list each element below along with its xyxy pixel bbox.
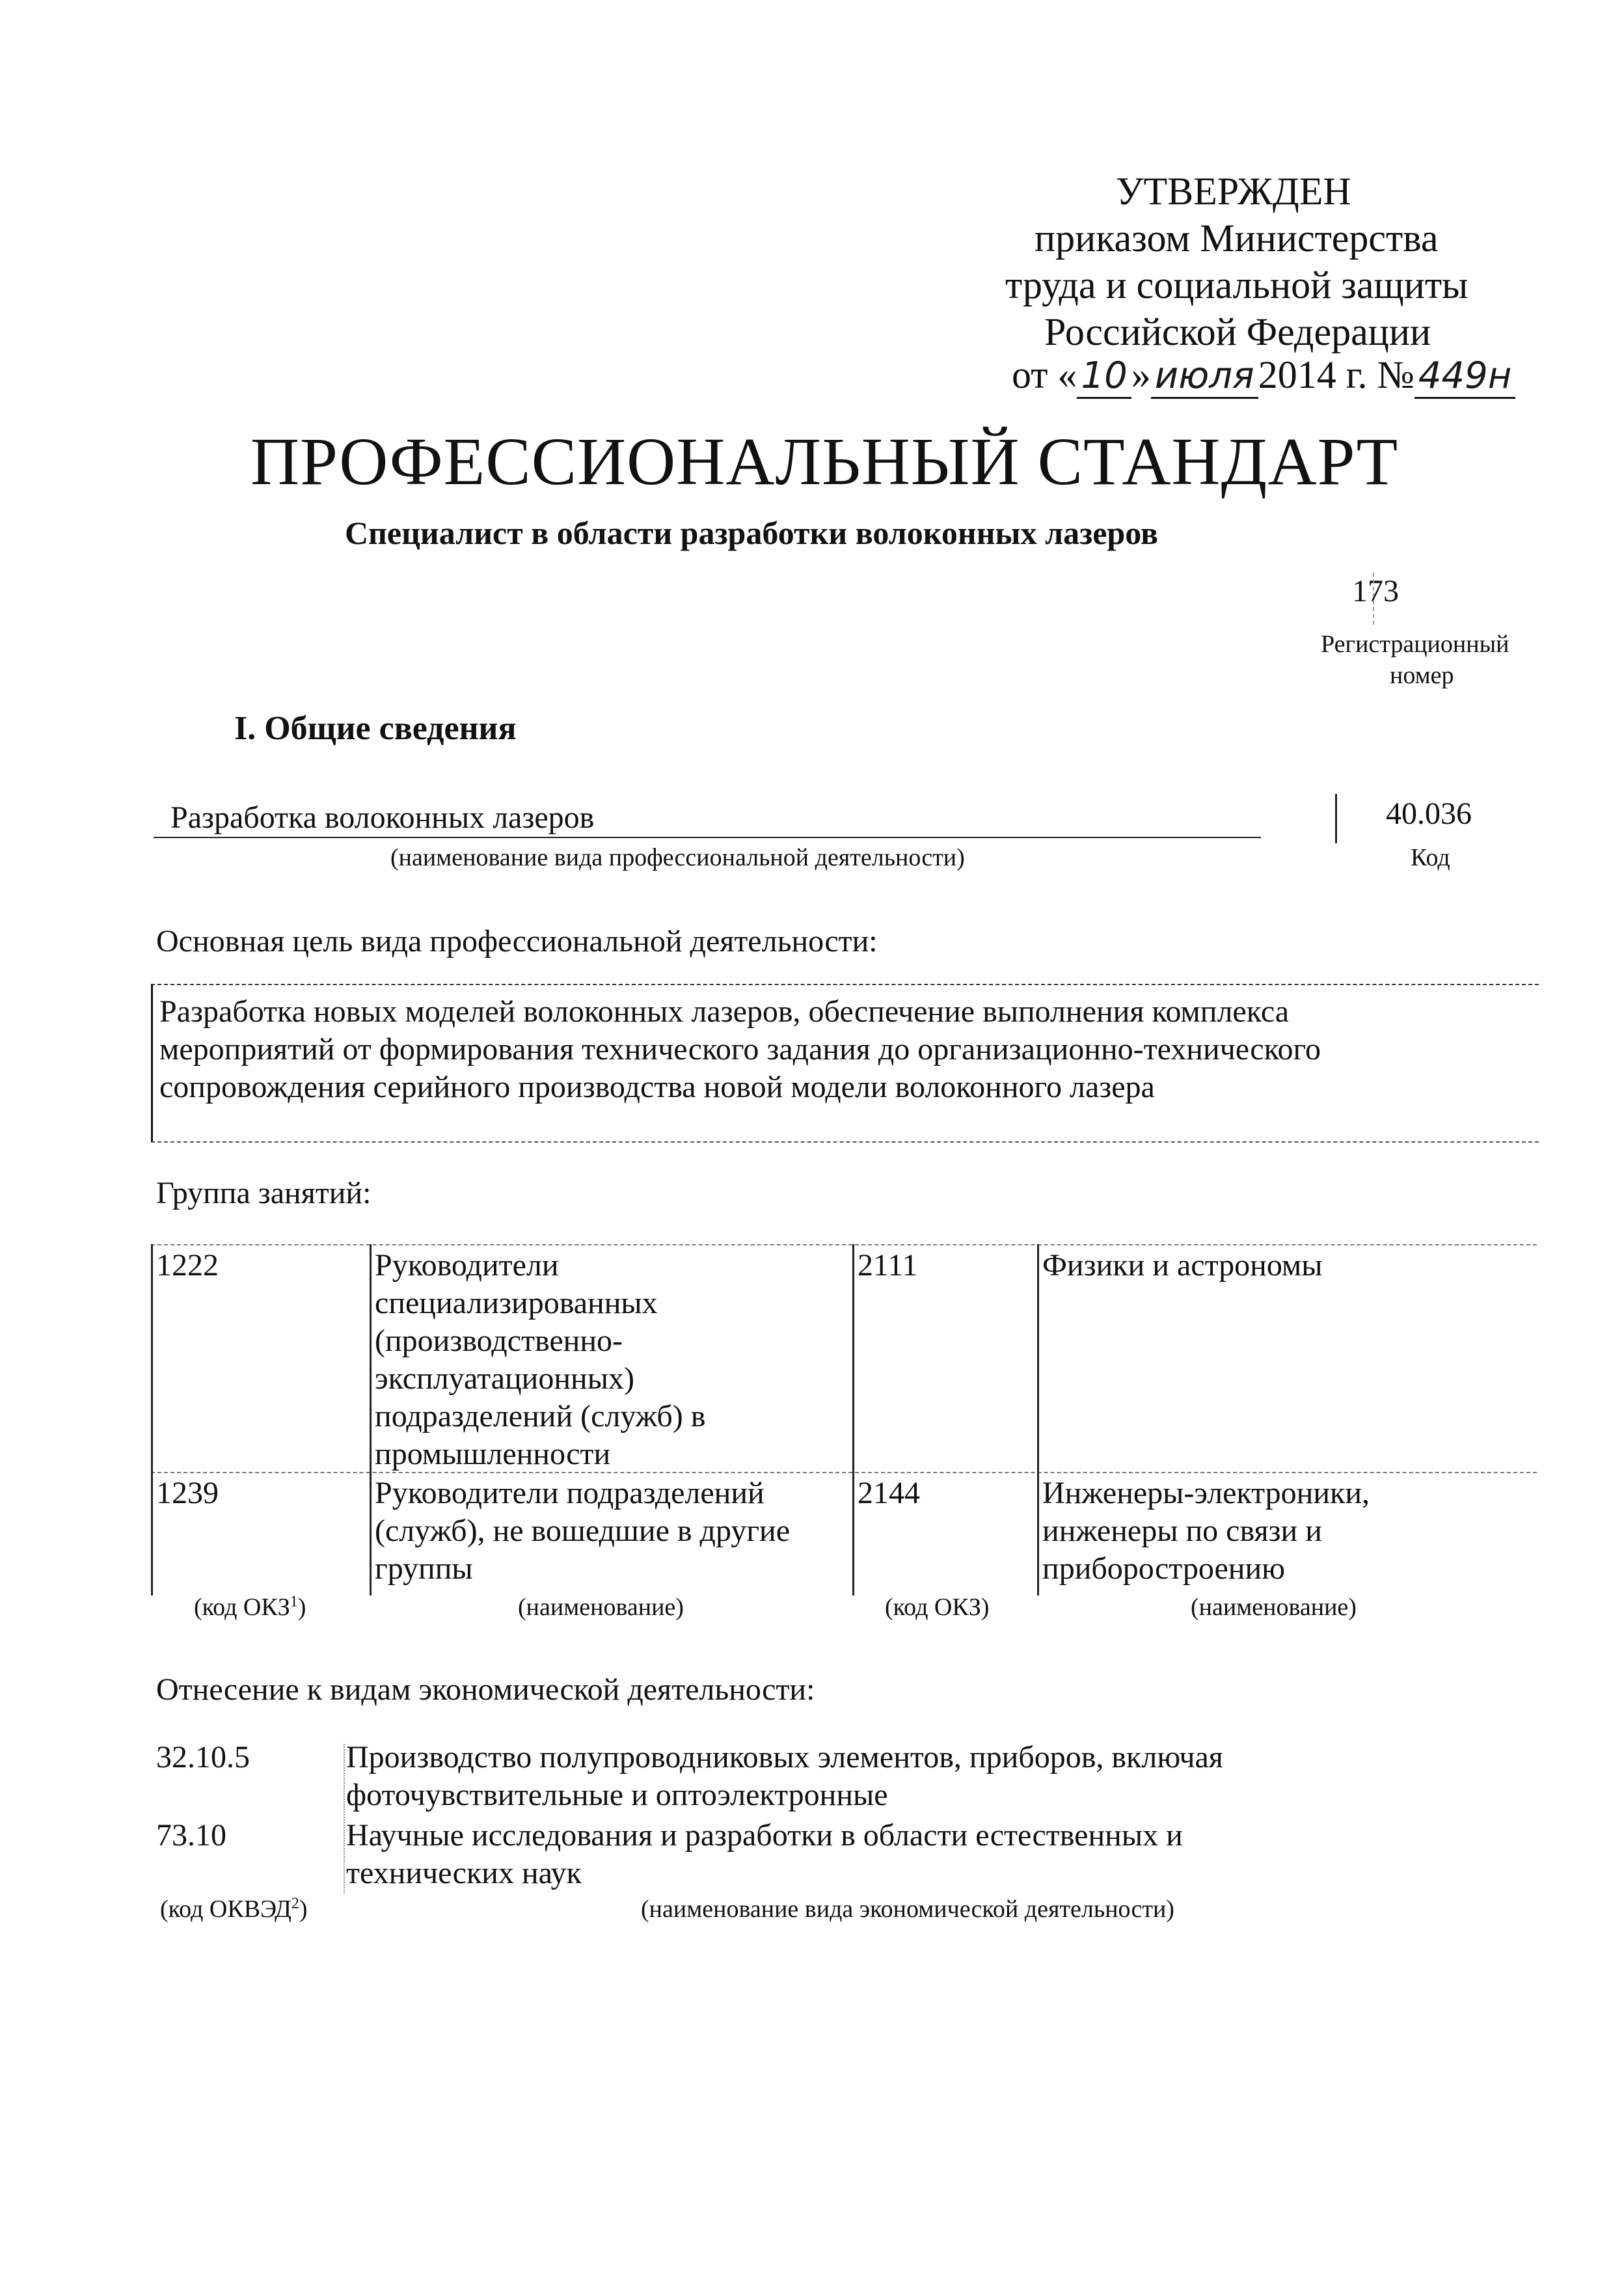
okz-code: 2111 (858, 1248, 918, 1283)
caption-okz-code: (код ОКЗ) (885, 1594, 990, 1621)
section-heading: I. Общие сведения (234, 710, 517, 747)
approval-day: 10 (1077, 355, 1131, 399)
okz-name: Инженеры-электроники, инженеры по связи и приборостроению (1042, 1476, 1370, 1586)
okz-name: Руководители специализированных (производственно- эксплуатационных) подразделений (служб) в промышленности (375, 1248, 706, 1471)
activity-name: Разработка волоконных лазеров (170, 800, 595, 835)
table-left-border (151, 1244, 153, 1596)
approval-date-line: от « 10 » июля 2014 г. № 449н (1012, 351, 1515, 400)
goal-text (159, 993, 1321, 1106)
approval-country-line: Российской Федерации (1044, 310, 1431, 353)
code-box-edge (1335, 794, 1337, 843)
document-subtitle: Специалист в области разработки волоконных лазеров (345, 515, 1158, 551)
okz-code: 2144 (858, 1476, 920, 1510)
code-label: Код (1411, 844, 1450, 871)
goal-line: сопровождения серийного производства новой модели волоконного лазера (159, 1070, 1155, 1104)
activity-caption: (наименование вида профессиональной деятельности) (390, 844, 965, 871)
approval-ministry-line: труда и социальной защиты (1005, 264, 1468, 306)
okz-name: Физики и астрономы (1042, 1248, 1323, 1283)
registration-box-edge (1373, 573, 1375, 625)
registration-label-2: номер (1390, 662, 1454, 689)
okved-name: Научные исследования и разработки в области естественных и технических наук (346, 1818, 1183, 1890)
caption-name: (наименование) (1191, 1594, 1357, 1621)
caption-okved-code: (код ОКВЭД$^2$) (160, 1895, 308, 1923)
okved-code: 73.10 (156, 1818, 226, 1853)
activity-underline (154, 837, 1261, 838)
table-column-divider (1037, 1244, 1039, 1596)
approval-month: июля (1151, 355, 1258, 399)
table-top-border (151, 1244, 1537, 1245)
caption-econ-name: (наименование вида экономической деятельности) (641, 1895, 1174, 1923)
caption-okz-code: (код ОКЗ$^1$) (194, 1593, 306, 1621)
okz-code: 1239 (156, 1476, 219, 1510)
table-column-divider (370, 1244, 372, 1596)
registration-number: 173 (1352, 574, 1399, 608)
goal-line: Разработка новых моделей волоконных лазеров, обеспечение выполнения комплекса (159, 994, 1290, 1029)
goal-label: Основная цель вида профессиональной деятельности: (156, 924, 878, 958)
goal-line: мероприятий от формирования технического задания до организационно-технического (159, 1032, 1321, 1066)
group-label: Группа занятий: (156, 1176, 372, 1210)
table-row-divider (151, 1472, 1537, 1473)
approval-status: УТВЕРЖДЕН (1116, 170, 1351, 213)
document-title: ПРОФЕССИОНАЛЬНЫЙ СТАНДАРТ (250, 424, 1399, 499)
activity-code: 40.036 (1386, 796, 1472, 831)
registration-label-1: Регистрационный (1321, 631, 1509, 658)
okved-name: Производство полупроводниковых элементов, приборов, включая фоточувствительные и оптоэлектронные (346, 1740, 1223, 1812)
okved-code: 32.10.5 (156, 1740, 250, 1774)
approval-number: 449н (1414, 355, 1516, 399)
econ-label: Отнесение к видам экономической деятельности: (156, 1672, 815, 1707)
approval-order-line: приказом Министерства (1035, 217, 1439, 260)
okz-name: Руководители подразделений (служб), не вошедшие в другие группы (375, 1476, 791, 1586)
okz-code: 1222 (156, 1248, 219, 1283)
table-column-divider (852, 1244, 854, 1596)
caption-name: (наименование) (518, 1594, 684, 1621)
econ-column-divider (344, 1744, 345, 1894)
